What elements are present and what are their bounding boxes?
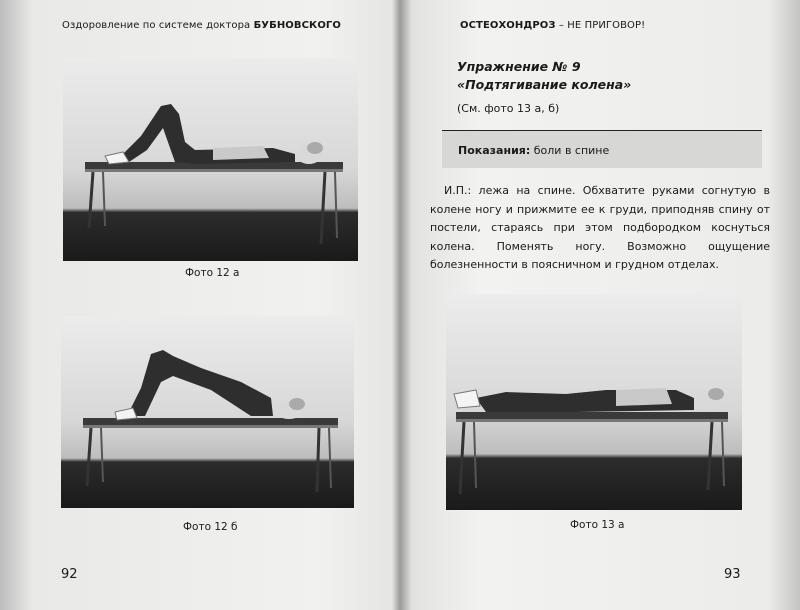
left-running-head: [62, 20, 341, 31]
left-running-head-prefix: Оздоровление по системе доктора: [62, 20, 251, 31]
photo-exercise-bridge-icon: [61, 316, 354, 508]
photo-12b-caption: Фото 12 б: [183, 521, 238, 533]
photo-13a: [446, 294, 742, 510]
right-page: [402, 0, 800, 610]
left-running-head-name: БУБНОВСКОГО: [253, 20, 341, 31]
right-running-head: [460, 20, 645, 31]
exercise-title: [457, 58, 631, 94]
photo-13a-caption: Фото 13 а: [570, 519, 625, 531]
left-page: [0, 0, 398, 610]
exercise-photo-reference: (См. фото 13 а, б): [457, 102, 560, 115]
left-page-number: 92: [61, 567, 78, 582]
exercise-number: Упражнение № 9: [457, 59, 581, 74]
indications-line: [458, 144, 609, 157]
indications-box: [442, 131, 762, 168]
indications-text: боли в спине: [533, 144, 610, 157]
photo-exercise-lying-flat-icon: [446, 294, 742, 510]
indications-label: Показания:: [458, 144, 531, 157]
exercise-description: И.П.: лежа на спине. Обхватите руками согнутую в колене ногу и прижмите ее к груди, приподняв спину от постели, стараясь при этом подбородком коснуться колена. Поменять ногу. Возможно ощущение болезненности в поясничном и грудном отделах.: [430, 184, 770, 272]
right-running-head-title: ОСТЕОХОНДРОЗ: [460, 20, 556, 31]
photo-12a-caption: Фото 12 а: [185, 267, 240, 279]
photo-12b: [61, 316, 354, 508]
right-running-head-rest: – НЕ ПРИГОВОР!: [558, 20, 646, 31]
right-page-number: 93: [724, 567, 741, 582]
exercise-name: «Подтягивание колена»: [457, 77, 632, 92]
photo-12a: [63, 58, 358, 261]
photo-exercise-knee-raise-icon: [63, 58, 358, 261]
